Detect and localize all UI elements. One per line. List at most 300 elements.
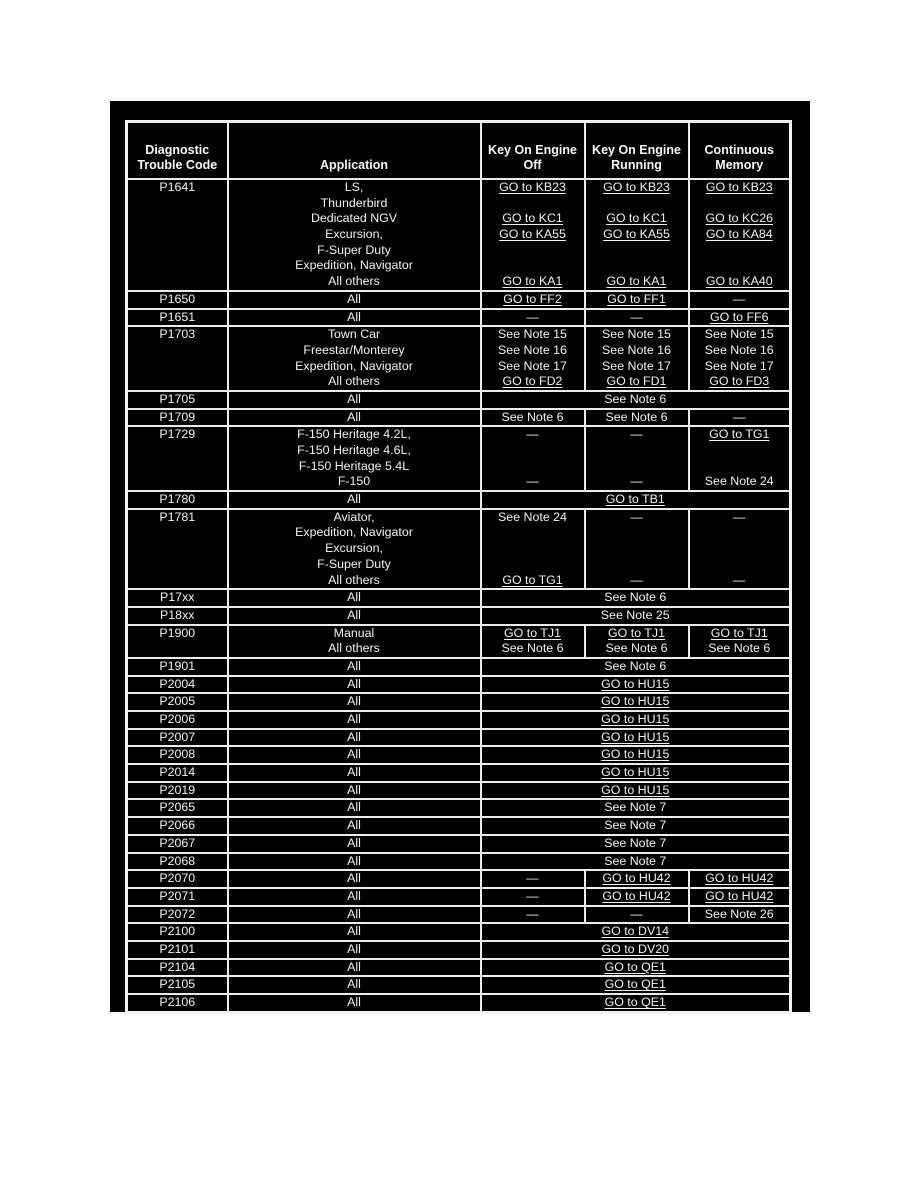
dtc-code: P2007 [159,729,196,744]
dtc-code-cell [127,746,228,764]
application-cell [228,309,481,327]
go-to-reference: GO to FF2 [503,291,562,306]
dash-placeholder: — [630,427,643,442]
dtc-code-cell [127,853,228,871]
blank-line [690,459,790,475]
dtc-code-cell [127,509,228,589]
dtc-code-cell [127,693,228,711]
dtc-code-cell [127,941,228,959]
dtc-code: P2005 [159,694,196,709]
spanned-result-cell [481,491,791,509]
dtc-code: P2072 [159,906,196,921]
dtc-code-cell [127,658,228,676]
dtc-code-cell [127,764,228,782]
application-cell [228,658,481,676]
key-on-engine-running-cell [585,426,689,491]
header-line: Running [611,158,662,172]
blank-line [690,525,790,541]
application-line: All [347,391,361,406]
dtc-code-cell [127,729,228,747]
blank-line [482,525,584,541]
go-to-reference: GO to HU15 [601,712,670,726]
table-row [127,782,791,800]
table-row [127,693,791,711]
application-line: All [347,906,361,921]
dash-placeholder: — [630,309,643,324]
dtc-code-cell [127,711,228,729]
application-line: All [347,941,361,956]
go-to-reference: GO to KA84 [705,227,773,242]
go-to-reference: GO to KB23 [499,180,566,194]
application-line: All [347,888,361,903]
spanned-result-cell [481,817,791,835]
dtc-code: P2066 [159,818,196,833]
application-line: All [347,800,361,815]
application-cell [228,509,481,589]
key-on-engine-off-cell [481,326,585,391]
go-to-reference: GO to KA1 [606,274,667,289]
table-row [127,676,791,694]
dtc-code: P2006 [159,712,196,726]
application-line: All [347,782,361,797]
spanned-result-cell [481,658,791,676]
application-cell [228,409,481,427]
dash-placeholder: — [526,309,539,324]
dash-placeholder: — [733,291,746,306]
dtc-code-cell [127,888,228,906]
application-line: All [347,995,361,1009]
application-line: All [347,924,361,939]
note-text: See Note 6 [604,658,667,673]
application-line: Aviator, [333,509,375,524]
dtc-code-cell [127,491,228,509]
go-to-reference: GO to TJ1 [504,625,561,640]
blank-line [586,243,688,259]
dtc-code-cell [127,923,228,941]
application-line: Freestar/Monterey [303,342,405,357]
application-cell [228,923,481,941]
application-line: All [347,977,361,992]
application-line: Dedicated NGV [310,211,398,226]
column-header-dtc [127,122,228,180]
dtc-code: P17xx [160,590,195,605]
table-row [127,906,791,924]
dtc-code-cell [127,179,228,291]
go-to-reference: GO to KC26 [705,211,773,226]
key-on-engine-running-cell [585,179,689,291]
dtc-code: P1901 [159,658,196,673]
spanned-result-cell [481,994,791,1012]
application-line: Town Car [327,327,381,342]
go-to-reference: GO to TG1 [709,427,770,442]
note-text: See Note 15 [602,327,671,342]
go-to-reference: GO to HU42 [602,888,671,903]
table-row [127,764,791,782]
header-line: Continuous [704,143,774,157]
dtc-code-cell [127,309,228,327]
dtc-code-cell [127,291,228,309]
application-cell [228,179,481,291]
dtc-code: P2105 [159,977,196,992]
go-to-reference: GO to DV14 [601,924,669,939]
blank-line [690,258,790,274]
note-text: See Note 16 [602,342,671,357]
dtc-code-cell [127,994,228,1012]
application-cell [228,426,481,491]
application-line: All [347,871,361,886]
dtc-code-cell [127,782,228,800]
go-to-reference: GO to TG1 [502,572,563,587]
note-text: See Note 15 [498,327,567,342]
go-to-reference: GO to FF6 [709,309,769,324]
application-line: Thunderbird [320,195,388,210]
application-cell [228,764,481,782]
application-cell [228,835,481,853]
dtc-code-cell [127,976,228,994]
key-on-engine-off-cell [481,291,585,309]
table-row [127,817,791,835]
dash-placeholder: — [526,427,539,442]
application-cell [228,711,481,729]
note-text: See Note 24 [704,474,774,489]
dtc-code: P2067 [159,835,196,850]
dtc-code: P2100 [159,924,196,939]
dash-placeholder: — [630,572,643,587]
go-to-reference: GO to KB23 [603,180,670,194]
key-on-engine-off-cell [481,309,585,327]
application-cell [228,391,481,409]
dtc-code: P1729 [159,427,196,442]
header-line: Key On Engine [592,143,681,157]
application-line: F-Super Duty [317,242,391,257]
spanned-result-cell [481,835,791,853]
application-cell [228,625,481,658]
application-cell [228,782,481,800]
application-line: All [347,853,361,868]
application-line: All others [328,572,380,587]
note-text: See Note 7 [604,853,667,868]
application-line: Excursion, [325,227,383,242]
go-to-reference: GO to KC1 [606,211,667,226]
application-line: All others [328,274,380,289]
spanned-result-cell [481,607,791,625]
blank-line [586,557,688,573]
go-to-reference: GO to HU15 [601,729,670,744]
application-cell [228,491,481,509]
dtc-code-cell [127,589,228,607]
blank-line [482,557,584,573]
spanned-result-cell [481,959,791,977]
dtc-code: P2071 [159,888,196,903]
application-cell [228,906,481,924]
dtc-code: P1709 [159,409,196,424]
note-text: See Note 6 [605,409,668,424]
application-cell [228,326,481,391]
continuous-memory-cell [689,326,791,391]
application-cell [228,676,481,694]
table-row [127,291,791,309]
application-line: F-150 Heritage 4.6L, [297,443,411,457]
dtc-code: P1780 [159,492,196,507]
dtc-pinpoint-table [125,120,792,1014]
table-row [127,391,791,409]
table-row [127,607,791,625]
dash-placeholder: — [733,509,746,524]
application-line: F-150 Heritage 5.4L [298,458,410,473]
application-cell [228,746,481,764]
go-to-reference: GO to QE1 [604,959,666,974]
table-row [127,870,791,888]
key-on-engine-off-cell [481,409,585,427]
go-to-reference: GO to FD2 [502,374,563,389]
dtc-code: P2104 [159,959,196,974]
application-line: All [347,492,361,507]
dtc-code-cell [127,959,228,977]
dtc-code-cell [127,409,228,427]
table-row [127,711,791,729]
spanned-result-cell [481,589,791,607]
table-row [127,959,791,977]
blank-line [586,525,688,541]
dash-placeholder: — [733,409,746,424]
table-row [127,589,791,607]
spanned-result-cell [481,853,791,871]
spanned-result-cell [481,729,791,747]
key-on-engine-running-cell [585,409,689,427]
header-line: Off [523,158,542,172]
application-cell [228,870,481,888]
table-row [127,491,791,509]
note-text: See Note 16 [704,342,774,357]
continuous-memory-cell [689,309,791,327]
dtc-code: P2106 [159,995,196,1009]
note-text: See Note 17 [498,358,567,373]
key-on-engine-running-cell [585,291,689,309]
note-text: See Note 6 [605,641,668,656]
table-row [127,835,791,853]
dtc-code: P2014 [159,765,196,780]
key-on-engine-running-cell [585,309,689,327]
scanned-manual-page [110,101,810,1012]
go-to-reference: GO to FD3 [709,374,770,389]
application-cell [228,589,481,607]
spanned-result-cell [481,764,791,782]
go-to-reference: GO to KA40 [705,274,773,289]
continuous-memory-cell [689,291,791,309]
application-line: All [347,409,361,424]
key-on-engine-off-cell [481,426,585,491]
header-row [127,122,791,180]
table-row [127,941,791,959]
table-row [127,658,791,676]
go-to-reference: GO to KB23 [705,180,773,194]
dash-placeholder: — [526,474,539,489]
blank-line [690,443,790,459]
header-line: Diagnostic [145,143,210,157]
go-to-reference: GO to DV20 [601,941,669,956]
table-row [127,994,791,1012]
table-row [127,746,791,764]
continuous-memory-cell [689,409,791,427]
note-text: See Note 16 [498,342,567,357]
go-to-reference: GO to HU15 [601,782,670,797]
application-line: All [347,694,361,709]
spanned-result-cell [481,941,791,959]
continuous-memory-cell [689,426,791,491]
dtc-code: P1900 [159,625,196,640]
note-text: See Note 6 [708,641,771,656]
table-row [127,976,791,994]
go-to-reference: GO to FF1 [607,291,666,306]
table-row [127,853,791,871]
table-row [127,799,791,817]
dtc-code-cell [127,906,228,924]
application-cell [228,994,481,1012]
application-line: All [347,676,361,691]
application-cell [228,959,481,977]
dtc-code: P2070 [159,871,196,886]
dtc-code-cell [127,426,228,491]
blank-line [586,443,688,459]
note-text: See Note 25 [600,607,670,622]
go-to-reference: GO to TB1 [605,492,665,507]
dtc-code-cell [127,835,228,853]
dtc-code: P1650 [159,291,196,306]
application-cell [228,941,481,959]
spanned-result-cell [481,923,791,941]
dtc-code: P1641 [159,180,196,194]
application-line: LS, [344,180,364,194]
key-on-engine-running-cell [585,326,689,391]
spanned-result-cell [481,782,791,800]
blank-line [482,243,584,259]
continuous-memory-cell [689,179,791,291]
note-text: See Note 6 [604,590,667,605]
blank-line [586,541,688,557]
go-to-reference: GO to TJ1 [710,625,768,640]
dash-placeholder: — [630,906,643,921]
application-cell [228,729,481,747]
continuous-memory-cell [689,625,791,658]
dtc-code: P2019 [159,782,196,797]
go-to-reference: GO to KA55 [499,227,566,242]
note-text: See Note 24 [498,509,567,524]
blank-line [586,459,688,475]
note-text: See Note 7 [604,835,667,850]
application-line: F-150 [337,474,371,489]
application-line: Excursion, [325,541,383,556]
key-on-engine-off-cell [481,179,585,291]
dtc-code: P1705 [159,391,196,406]
note-text: See Note 15 [704,327,774,342]
blank-line [586,258,688,274]
dtc-code-cell [127,817,228,835]
column-header-application [228,122,481,180]
key-on-engine-off-cell [481,625,585,658]
go-to-reference: GO to KA55 [603,227,670,242]
header-line: Key On Engine [488,143,577,157]
note-text: See Note 7 [604,818,667,833]
dtc-code-cell [127,625,228,658]
dash-placeholder: — [526,871,539,886]
spanned-result-cell [481,976,791,994]
key-on-engine-running-cell [585,906,689,924]
note-text: See Note 26 [704,906,774,921]
application-line: Expedition, Navigator [295,258,413,273]
key-on-engine-running-cell [585,625,689,658]
dtc-code: P1703 [159,327,196,342]
note-text: See Note 17 [704,358,774,373]
dtc-code: P1781 [159,509,196,524]
key-on-engine-running-cell [585,870,689,888]
table-row [127,729,791,747]
spanned-result-cell [481,676,791,694]
go-to-reference: GO to FD1 [606,374,667,389]
header-line: Trouble Code [137,158,218,172]
application-line: All [347,747,361,762]
application-line: F-Super Duty [317,556,391,571]
key-on-engine-off-cell [481,870,585,888]
blank-line [482,196,584,212]
application-line: All [347,607,361,622]
dash-placeholder: — [733,572,746,587]
go-to-reference: GO to HU15 [601,694,670,709]
go-to-reference: GO to KA1 [502,274,563,289]
dtc-code: P2068 [159,853,196,868]
application-line: Expedition, Navigator [295,358,413,373]
dash-placeholder: — [526,888,539,903]
blank-line [482,443,584,459]
application-line: All others [328,374,380,389]
blank-line [482,459,584,475]
application-cell [228,693,481,711]
application-line: Expedition, Navigator [295,525,413,540]
continuous-memory-cell [689,906,791,924]
header-line: Application [319,158,389,172]
application-line: All [347,818,361,833]
note-text: See Note 6 [501,409,564,424]
dtc-code-cell [127,799,228,817]
application-line: F-150 Heritage 4.2L, [297,427,411,442]
dash-placeholder: — [526,906,539,921]
go-to-reference: GO to HU42 [705,888,774,903]
application-line: All [347,959,361,974]
blank-line [690,541,790,557]
go-to-reference: GO to KC1 [502,211,563,226]
application-line: All [347,590,361,605]
column-header-key-on-engine-off [481,122,585,180]
dtc-code-cell [127,391,228,409]
application-line: All [347,291,361,306]
go-to-reference: GO to QE1 [604,977,666,992]
table-row [127,409,791,427]
note-text: See Note 7 [604,800,667,815]
spanned-result-cell [481,711,791,729]
note-text: See Note 6 [604,391,667,406]
spanned-result-cell [481,391,791,409]
header-line: Memory [715,158,764,172]
continuous-memory-cell [689,888,791,906]
dtc-code: P2004 [159,676,196,691]
blank-line [690,243,790,259]
dtc-code-cell [127,326,228,391]
dtc-code: P1651 [159,309,196,324]
spanned-result-cell [481,799,791,817]
table-row [127,625,791,658]
key-on-engine-running-cell [585,888,689,906]
table-header [127,122,791,180]
dash-placeholder: — [630,474,643,489]
